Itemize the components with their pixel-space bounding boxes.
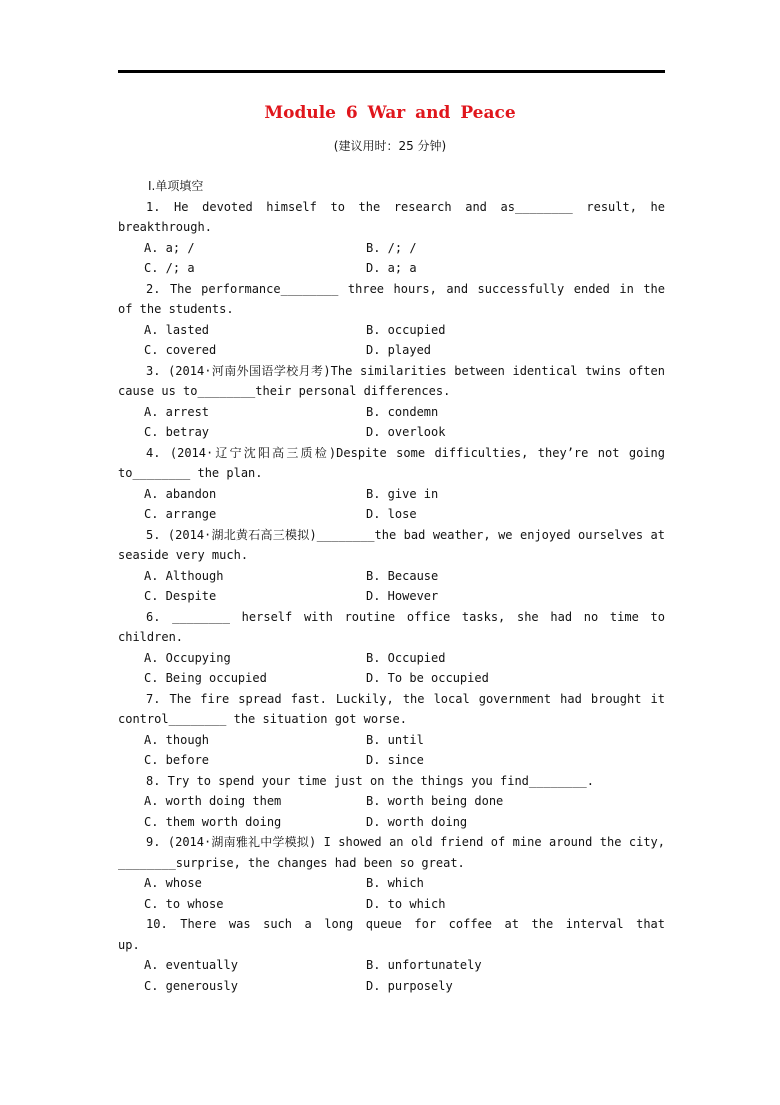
question-item [118,607,665,689]
question-stem-continued: children. [118,630,184,644]
question-stem-continued: cause us to________their personal differences. [118,384,451,398]
options-row [118,976,665,997]
question-stem-continued: control________ the situation got worse. [118,712,407,726]
option-d: D. However [366,589,439,603]
option-b: B. which [366,876,424,890]
question-stem: 6. ________ herself with routine office tasks, she had no time to [146,609,665,624]
option-a: A. arrest [144,404,210,419]
option-b: B. Occupied [366,650,446,665]
question-stem: 3. (2014·河南外国语学校月考)The similarities between identical twins often [146,363,665,378]
options-row [118,258,665,279]
option-b: B. Because [366,568,439,583]
options-row [118,340,665,361]
options-row [118,320,665,341]
option-d: D. To be occupied [366,671,489,685]
options-row [118,955,665,976]
option-d: D. a; a [366,261,417,275]
option-d: D. worth doing [366,814,468,829]
question-item [118,279,665,361]
options-row [118,504,665,525]
option-b: B. unfortunately [366,958,482,972]
suggested-time: (建议用时：25 分钟) [333,139,447,153]
question-stem-continued: up. [118,937,140,952]
question-item [118,832,665,914]
option-a: A. lasted [144,322,210,337]
options-row [118,238,665,259]
options-row [118,648,665,669]
question-stem: 10. There was such a long queue for coffee at the interval that [146,917,665,931]
option-b: B. occupied [366,322,446,337]
options-row [118,422,665,443]
header-rule [118,70,665,73]
options-row [118,566,665,587]
option-d: D. to which [366,896,446,911]
options-row [118,791,665,812]
question-item [118,689,665,771]
options-row [118,730,665,751]
section-heading: Ⅰ.单项填空 [148,179,204,193]
question-stem: 1. He devoted himself to the research and as________ result, he [146,199,665,214]
question-item [118,914,665,996]
question-item [118,771,665,833]
exercise-body [118,176,665,996]
option-a: A. worth doing them [144,794,282,808]
option-a: A. abandon [144,486,217,501]
question-stem-continued: ________surprise, the changes had been so great. [118,855,465,870]
option-c: C. them worth doing [144,814,282,829]
option-a: A. Occupying [144,650,231,665]
options-row [118,894,665,915]
option-a: A. though [144,732,210,747]
options-row [118,484,665,505]
option-c: C. Being occupied [144,671,267,685]
option-b: B. until [366,732,424,747]
question-list [118,197,665,997]
question-stem-continued: of the students. [118,302,234,316]
option-c: C. covered [144,343,217,357]
option-a: A. whose [144,876,202,890]
option-b: B. condemn [366,404,439,419]
option-d: D. purposely [366,978,453,993]
options-row [118,668,665,689]
option-c: C. generously [144,978,238,993]
option-b: B. give in [366,486,439,501]
option-c: C. arrange [144,507,217,521]
question-stem: 5. (2014·湖北黄石高三模拟)________the bad weather, we enjoyed ourselves at [146,527,665,542]
option-c: C. to whose [144,896,224,911]
option-a: A. a; / [144,240,195,255]
page-title: Module 6 War and Peace [264,103,516,123]
option-b: B. /; / [366,240,417,255]
option-a: A. Although [144,568,224,583]
question-stem-continued: seaside very much. [118,548,249,562]
option-a: A. eventually [144,958,238,972]
question-item [118,525,665,607]
option-d: D. since [366,753,424,767]
options-row [118,812,665,833]
option-d: D. played [366,343,432,357]
option-c: C. /; a [144,261,195,275]
options-row [118,750,665,771]
option-d: D. overlook [366,425,446,439]
option-c: C. betray [144,425,210,439]
question-stem: 8. Try to spend your time just on the things you find________. [146,773,594,788]
question-stem: 9. (2014·湖南雅礼中学模拟) I showed an old friend of mine around the city, [146,835,665,849]
options-row [118,586,665,607]
question-stem: 4. (2014·辽宁沈阳高三质检)Despite some difficulties, they’re not going [146,445,665,460]
option-d: D. lose [366,507,417,521]
option-b: B. worth being done [366,794,504,808]
options-row [118,402,665,423]
option-c: C. Despite [144,589,217,603]
question-stem-continued: breakthrough. [118,220,212,234]
question-item [118,443,665,525]
option-c: C. before [144,753,210,767]
question-stem: 2. The performance________ three hours, and successfully ended in the [146,281,665,296]
question-item [118,197,665,279]
question-item [118,361,665,443]
question-stem-continued: to________ the plan. [118,466,263,480]
question-stem: 7. The fire spread fast. Luckily, the local government had brought it [146,691,665,706]
options-row [118,873,665,894]
